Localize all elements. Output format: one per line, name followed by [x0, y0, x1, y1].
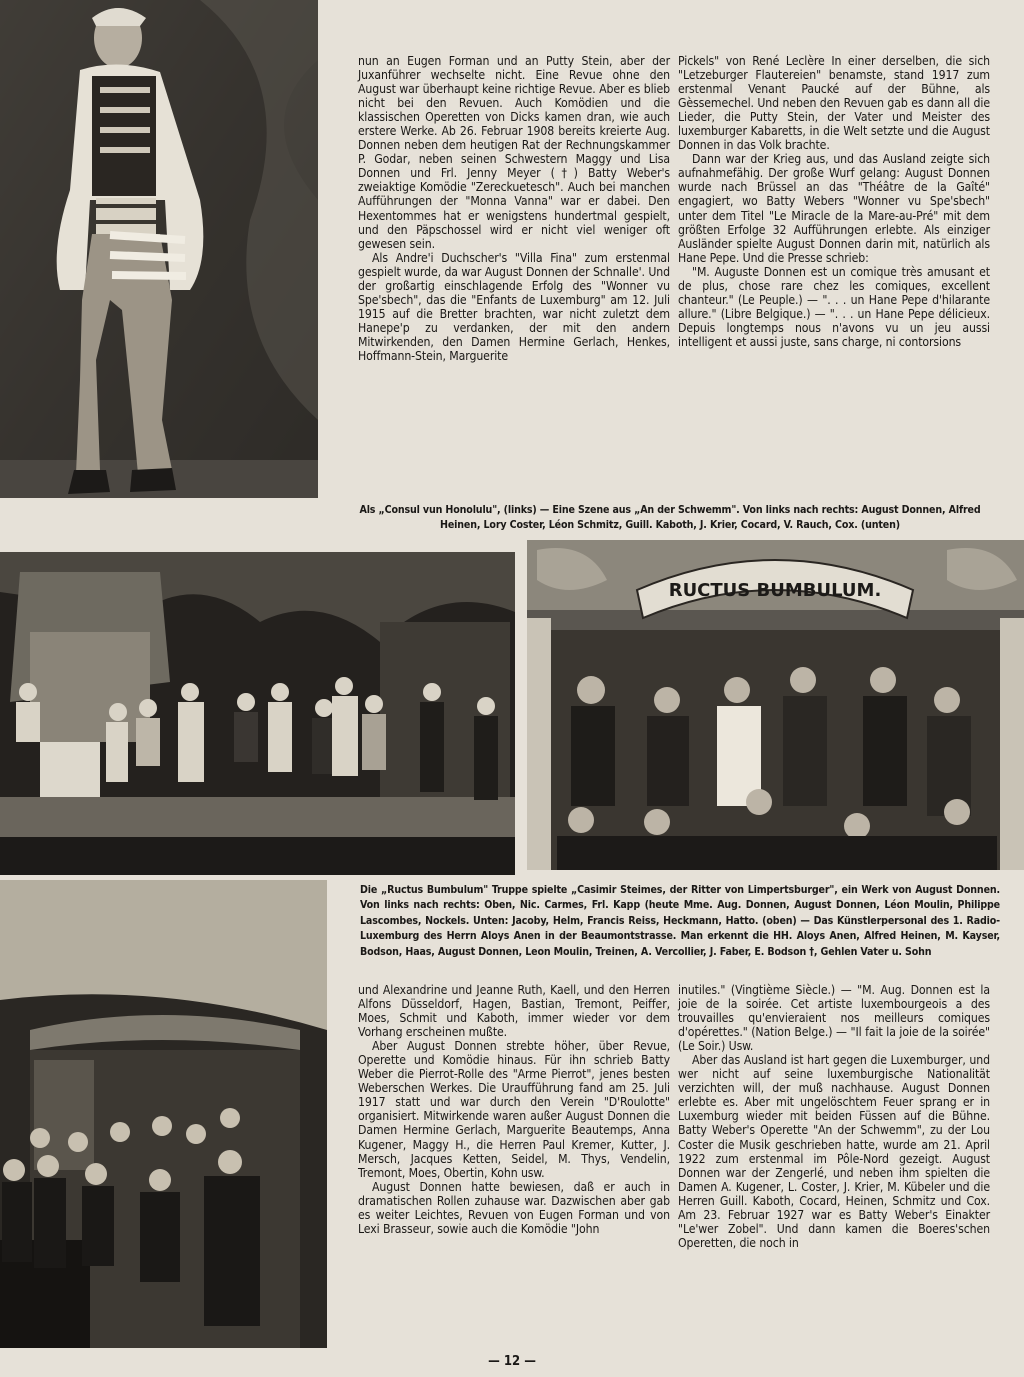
page-number: — 12 — [488, 1354, 536, 1369]
stage-banner-text: RUCTUS BUMBULUM. [668, 580, 882, 601]
caption-top: Als „Consul vun Honolulu", (links) — Eine Szene aus „An der Schwemm". Von links nach rechts: August Donnen, Alfred Heinen, Lory Coster, Léon Schmitz, Guill. Kaboth, J. Krier, Cocard, V. Rauch, Cox. (unten) [359, 504, 981, 532]
paragraph: Aber August Donnen strebte höher, über Revue, Operette und Komödie hinaus. Für ihn schrieb Batty Weber die Pierrot-Rolle des "Arme Pierrot", jenes besten Weberschen Werkes. Die Uraufführung fand am 25. Juli 1917 statt und war durch den Verein "D'Roulotte" organisiert. Mitwirkende waren außer August Donnen die Damen Hermine Gerlach, Marguerite Beautemps, Anna Kugener, Maggy H., die Herren Paul Kremer, Kutter, J. Mersch, Jacques Ketten, Seidel, M. Thys, Vendelin, Tremont, Moes, Obertin, Kohn usw. [358, 1039, 670, 1180]
text-column-1-bottom [358, 983, 670, 1236]
paragraph: Pickels" von René Leclère In einer derselben, die sich "Letzeburger Flautereien" benamste, stand 1917 zum erstenmal Venant Paucké auf der Bühne, als Gèssemechel. Und neben den Revuen gab es dann all die Lieder, die Putty Stein, der Vater und Meister des luxemburger Kabaretts, in die Welt setzte und die August Donnen in das Volk brachte. [678, 54, 990, 153]
paragraph: August Donnen hatte bewiesen, daß er auch in dramatischen Rollen zuhause war. Dazwischen aber gab es weiter Leichtes, Revuen von Eugen Forman und von Lexi Brasseur, sowie auch die Komödie "John [358, 1179, 670, 1236]
paragraph: inutiles." (Vingtième Siècle.) — "M. Aug. Donnen est la joie de la soirée. Cet artiste luxembourgeois a des trouvailles qu'envieraient nos meilleurs comiques d'opérettes." (Nation Belge.) — "Il fait la joie de la soirée" (Le Soir.) Usw. [678, 983, 990, 1054]
text-column-2-top [678, 54, 990, 349]
paragraph: Dann war der Krieg aus, und das Ausland zeigte sich aufnahmefähig. Der große Wurf gelang: August Donnen wurde nach Brüssel an das "Théâtre de la Gaîté" engagiert, wo Batty Webers "Wonner vu Spe'sbech" unter dem Titel "Le Miracle de la Mare-au-Pré" mit dem größten Erfolge 32 Aufführungen erlebte. Als einziger Ausländer spielte August Donnen darin mit, natürlich als Hane Pepe. Und die Presse schrieb: [678, 152, 990, 265]
photo-ructus-bumbulum-troupe [527, 540, 1024, 870]
text-column-1-top [358, 54, 670, 363]
photo-consul-vun-honolulu [0, 0, 318, 498]
paragraph: nun an Eugen Forman und an Putty Stein, aber der Juxanführer wechselte nicht. Eine Revue ohne den August war überhaupt keine richtige Revue. Aber es blieb nicht bei den Revuen. Auch Komödien und die klassischen Operetten von Dicks kamen dran, wie auch erstere Werke. Ab 26. Februar 1908 bereits kreierte Aug. Donnen neben dem heutigen Rat der Rechnungskammer P. Godar, neben seinen Schwestern Maggy und Lisa Donnen und Frl. Jenny Meyer (†) Batty Weber's zweiaktige Komödie "Zereckuetesch". Auch bei manchen Aufführungen der "Monna Vanna" war er dabei. Den Hexentommes hat er wenigstens hundertmal gespielt, und den Päpschossel wird er nicht viel weniger oft gewesen sein. [358, 54, 670, 251]
caption-middle: Die „Ructus Bumbulum" Truppe spielte „Casimir Steimes, der Ritter von Limpertsburger", ein Werk von August Donnen. Von links nach rechts: Oben, Nic. Carmes, Frl. Kapp (heute Mme. Aug. Donnen, August Donnen, Léon Moulin, Philippe Lascombes, Nockels. Unten: Jacoby, Helm, Francis Reiss, Heckmann, Hatto. (oben) — Das Künstlerpersonal des 1. Radio-Luxemburg des Herrn Aloys Anen in der Beaumontstrasse. Man erkennt die HH. Aloys Anen, Alfred Heinen, M. Kayser, Bodson, Haas, August Donnen, Leon Moulin, Treinen, A. Vercollier, J. Faber, E. Bodson †, Gehlen Vater u. Sohn [360, 884, 1000, 958]
paragraph: "M. Auguste Donnen est un comique très amusant et de plus, chose rare chez les comiques, excellent chanteur." (Le Peuple.) — ". . . un Hane Pepe d'hilarante allure." (Libre Belgique.) — ". . . un Hane Pepe délicieux. Depuis longtemps nous n'avons vu un jeu aussi intelligent et aussi juste, sans charge, ni contorsions [678, 264, 990, 349]
photo-radio-luxemburg-personnel [0, 880, 327, 1348]
photo-an-der-schwemm-scene [0, 552, 515, 875]
paragraph: und Alexandrine und Jeanne Ruth, Kaell, und den Herren Alfons Düsseldorf, Hagen, Bastian, Tremont, Peiffer, Moes, Schmit und Kaboth, immer wieder vor dem Vorhang erscheinen mußte. [358, 983, 670, 1040]
paragraph: Aber das Ausland ist hart gegen die Luxemburger, und wer nicht auf seine luxemburgische Nationalität verzichten will, der muß nachhause. August Donnen erlebte es. Aber mit ungelöschtem Feuer sprang er in Luxemburg wieder mit beiden Füssen auf die Bühne. Batty Weber's Operette "An der Schwemm", zu der Lou Coster die Musik geschrieben hatte, wurde am 21. April 1922 zum erstenmal im Pôle-Nord gezeigt. August Donnen war der Zengerlé, und neben ihm spielten die Damen A. Kugener, L. Coster, J. Krier, M. Kübeler und die Herren Guill. Kaboth, Cocard, Heinen, Schmitz und Cox. Am 23. Februar 1927 war es Batty Weber's Einakter "Le'wer Zobel". Und dann kamen die Boeres'schen Operetten, die noch in [678, 1053, 990, 1250]
text-column-2-bottom [678, 983, 990, 1250]
paragraph: Als Andre'i Duchscher's "Villa Fina" zum erstenmal gespielt wurde, da war August Donnen der Schnalle'. Und der großartig einschlagende Erfolg des "Wonner vu Spe'sbech", das die "Enfants de Luxemburg" am 12. Juli 1915 auf die Bretter brachten, war nicht zuletzt dem Hanepe'p zu verdanken, der mit den andern Mitwirkenden, den Damen Hermine Gerlach, Henkes, Hoffmann-Stein, Marguerite [358, 250, 670, 363]
